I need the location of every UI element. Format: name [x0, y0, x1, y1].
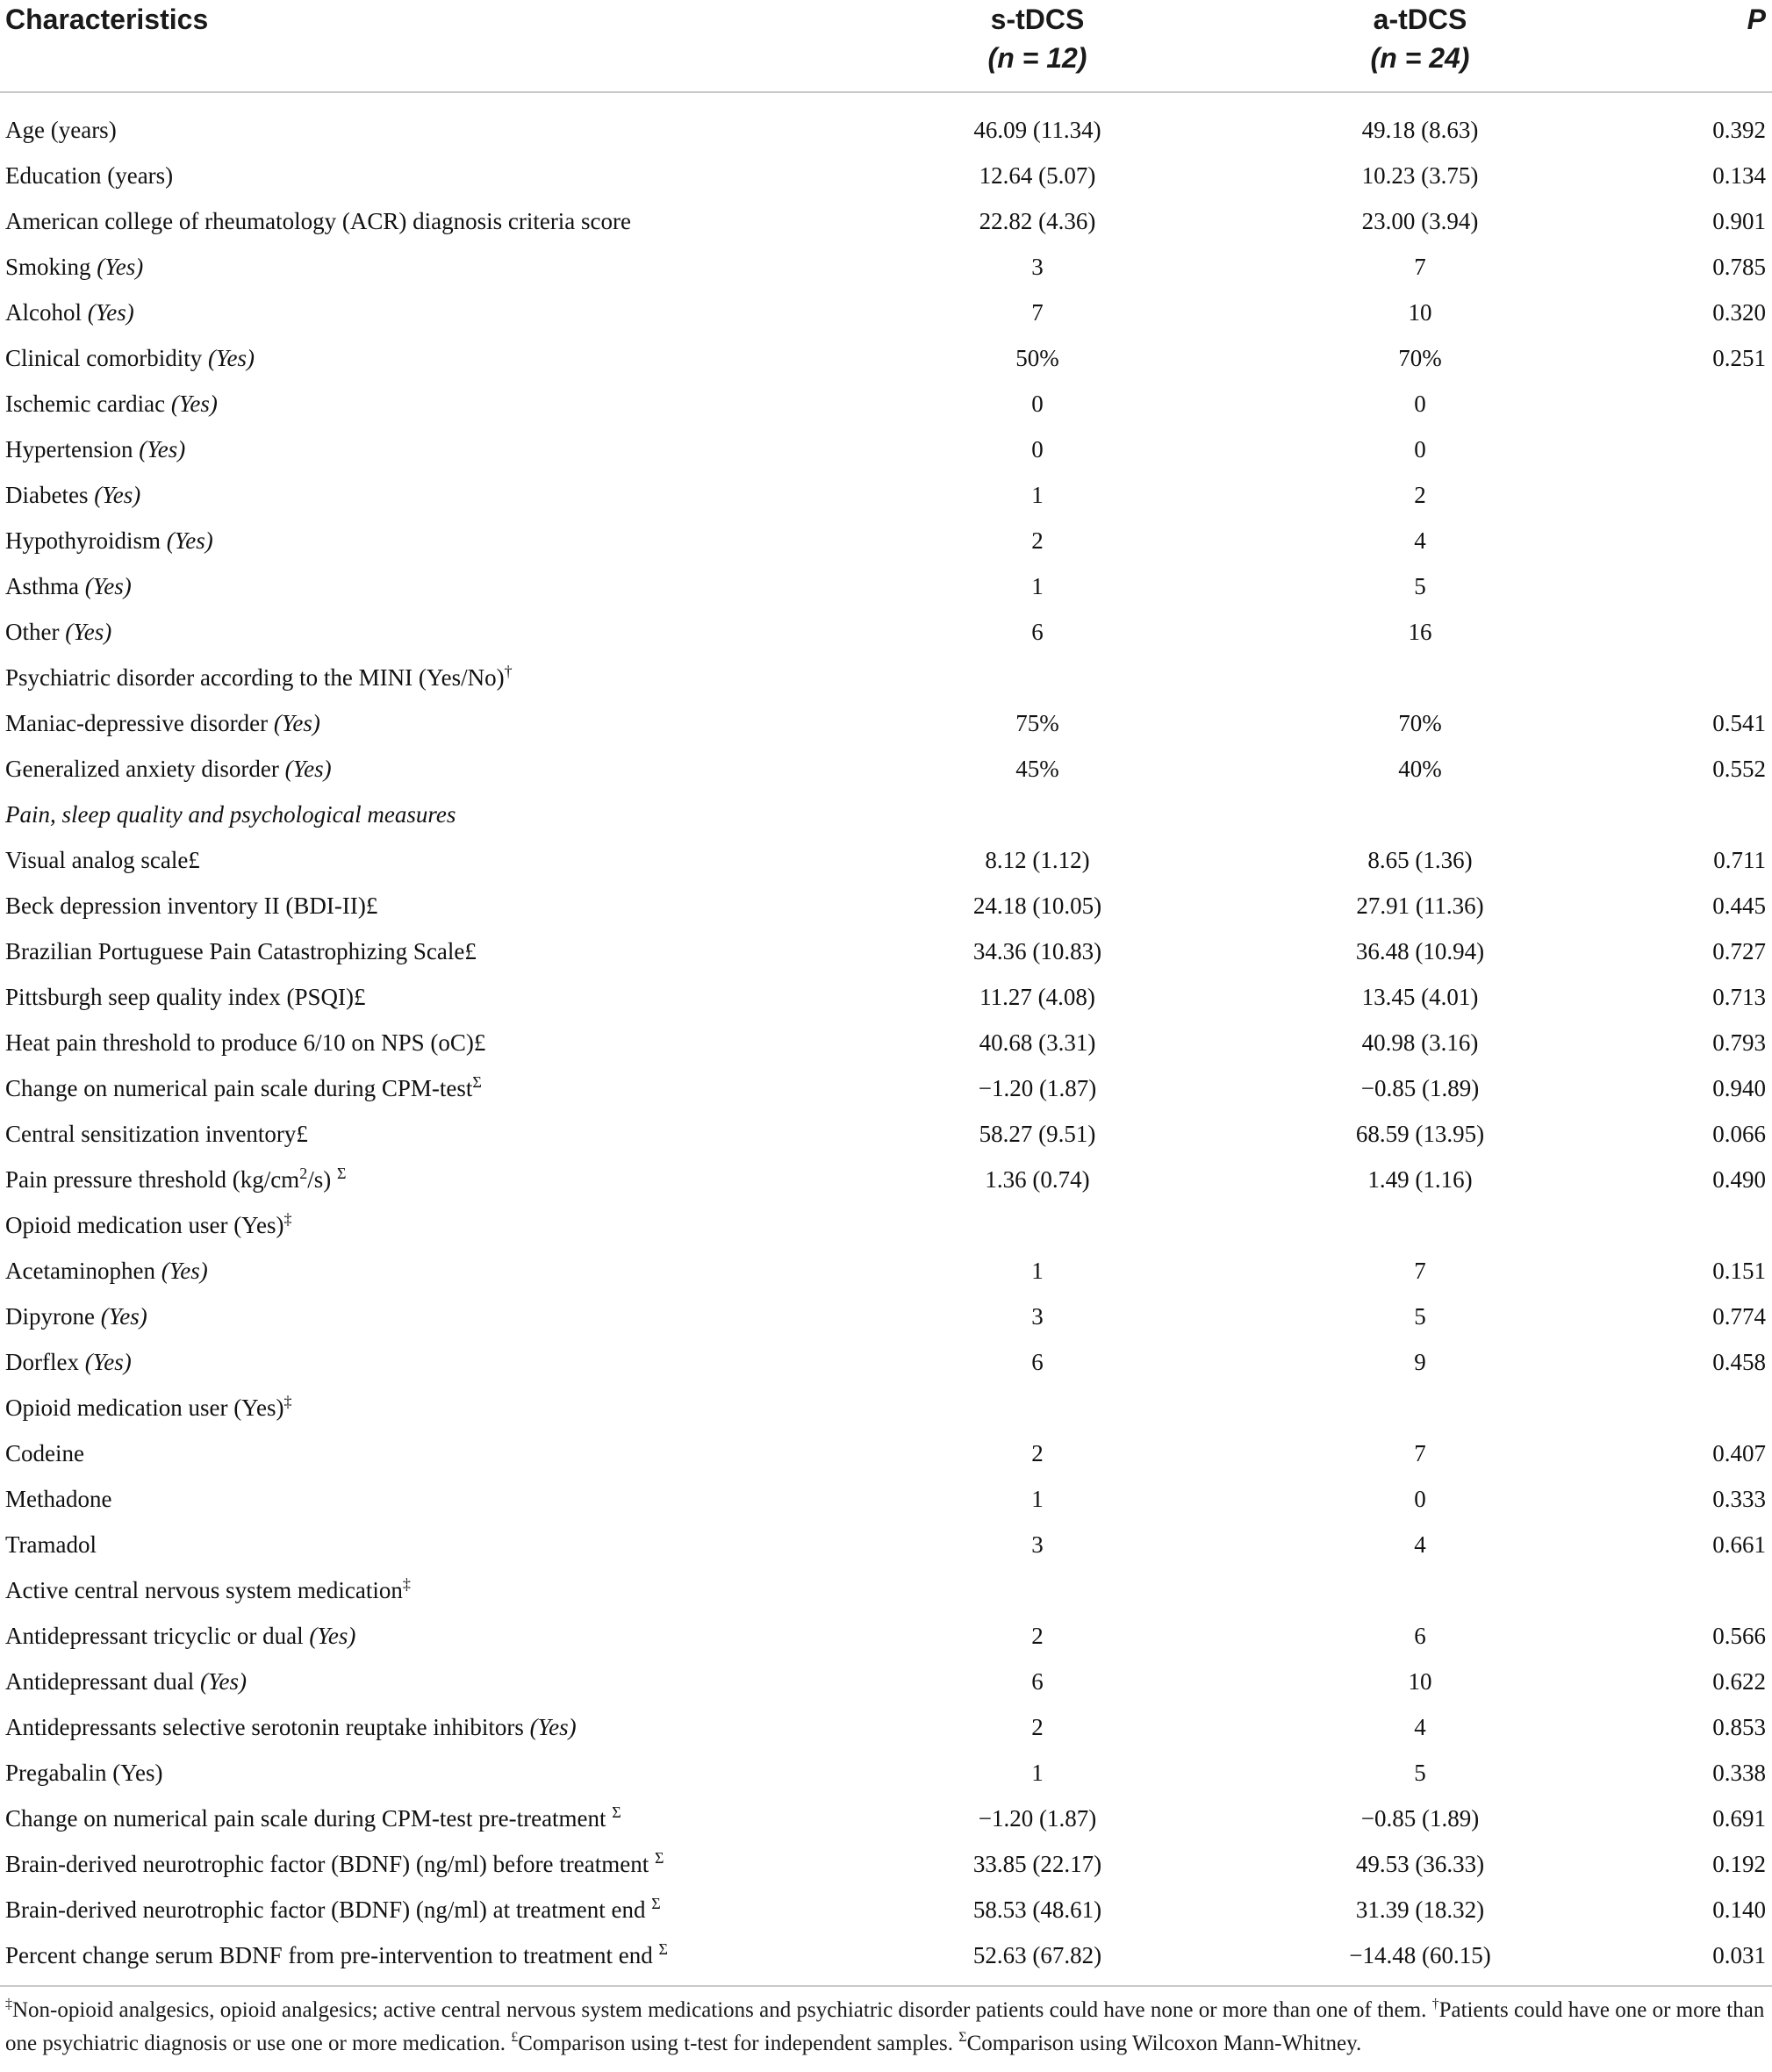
row-label-text: Change on numerical pain scale during CPM-test — [5, 1075, 473, 1101]
table-row — [0, 1846, 1772, 1892]
row-label — [5, 112, 117, 147]
row-label — [5, 1299, 147, 1334]
cell-p-value: 0.713 — [1712, 984, 1766, 1010]
cell-s-tdcs: 6 — [1031, 1668, 1044, 1695]
row-label-text: Pain pressure threshold (kg/cm — [5, 1166, 300, 1193]
footer-divider — [0, 1985, 1772, 1987]
cell-s-tdcs: 7 — [1031, 299, 1044, 326]
table-row — [0, 1938, 1772, 1983]
row-label-yes-qualifier: (Yes) — [284, 756, 332, 782]
row-label-footnote-mark: ‡ — [402, 1575, 411, 1593]
row-label — [5, 1755, 162, 1790]
row-label — [5, 888, 377, 923]
cell-s-tdcs: 34.36 (10.83) — [972, 938, 1102, 964]
cell-a-tdcs: 7 — [1414, 1258, 1426, 1284]
table-row — [0, 660, 1772, 706]
row-label-text: Brain-derived neurotrophic factor (BDNF) (ng/ml) at treatment end — [5, 1896, 652, 1923]
row-label-text: Dipyrone — [5, 1303, 95, 1330]
cell-a-tdcs: 2 — [1414, 482, 1426, 508]
footnote-text-3: Comparison using t-test for independent samples. — [518, 2032, 959, 2055]
row-label — [5, 979, 365, 1014]
cell-a-tdcs: 49.53 (36.33) — [1355, 1851, 1485, 1877]
row-label-footnote-mark: Σ — [472, 1073, 482, 1091]
row-label-text: Brain-derived neurotrophic factor (BDNF) (ng/ml) before treatment — [5, 1851, 655, 1877]
table-row — [0, 1299, 1772, 1344]
cell-s-tdcs: 6 — [1031, 1349, 1044, 1375]
cell-p-value: 0.566 — [1712, 1623, 1766, 1649]
row-label-text: Smoking — [5, 254, 91, 280]
row-label-text: Percent change serum BDNF from pre-intervention to treatment end — [5, 1942, 659, 1968]
cell-s-tdcs: 40.68 (3.31) — [979, 1029, 1096, 1056]
footnote-text-2: Patients could have one or more than one psychiatric diagnosis or use one or more medication. — [5, 1998, 1765, 2055]
row-label-text: Central sensitization inventory£ — [5, 1121, 308, 1147]
cell-a-tdcs: 68.59 (13.95) — [1355, 1121, 1485, 1147]
cell-p-value: 0.392 — [1712, 117, 1766, 143]
cell-p-value: 0.727 — [1712, 938, 1766, 964]
row-label-text: Brazilian Portuguese Pain Catastrophizing Scale£ — [5, 938, 477, 964]
cell-a-tdcs: 16 — [1408, 619, 1432, 645]
row-label — [5, 1710, 577, 1745]
table-row — [0, 706, 1772, 751]
row-label — [5, 1436, 84, 1471]
row-label-yes-qualifier: (Yes) — [529, 1714, 577, 1740]
cell-p-value: 0.251 — [1712, 345, 1766, 371]
cell-s-tdcs: 58.53 (48.61) — [972, 1896, 1102, 1923]
row-label-text: American college of rheumatology (ACR) diagnosis criteria score — [5, 208, 632, 234]
row-label — [5, 706, 320, 741]
cell-a-tdcs: −0.85 (1.89) — [1360, 1805, 1480, 1832]
cell-s-tdcs: 52.63 (67.82) — [972, 1942, 1102, 1968]
cell-p-value: 0.552 — [1712, 756, 1766, 782]
cell-a-tdcs: 31.39 (18.32) — [1355, 1896, 1485, 1923]
row-label — [5, 1938, 668, 1973]
table-row — [0, 112, 1772, 158]
cell-p-value: 0.940 — [1712, 1075, 1766, 1101]
row-label-exponent: 2 — [299, 1165, 308, 1182]
table-row — [0, 1755, 1772, 1801]
row-label — [5, 569, 132, 604]
row-label-text: Pittsburgh seep quality index (PSQI)£ — [5, 984, 366, 1010]
row-label — [5, 1025, 485, 1060]
table-row — [0, 204, 1772, 249]
row-label — [5, 1071, 482, 1106]
cell-p-value: 0.031 — [1712, 1942, 1766, 1968]
table-footnote — [5, 1994, 1766, 2061]
cell-s-tdcs: 0 — [1031, 391, 1044, 417]
row-label-yes-qualifier: (Yes) — [273, 710, 320, 736]
row-label-text: Change on numerical pain scale during CPM-test pre-treatment — [5, 1805, 613, 1832]
table-row — [0, 1025, 1772, 1071]
table-row — [0, 432, 1772, 477]
row-label-yes-qualifier: (Yes) — [139, 436, 186, 462]
row-label — [5, 341, 255, 376]
cell-a-tdcs: −0.85 (1.89) — [1360, 1075, 1480, 1101]
row-label — [5, 432, 185, 467]
cell-a-tdcs: 23.00 (3.94) — [1361, 208, 1479, 234]
header-characteristics: Characteristics — [5, 4, 209, 35]
cell-a-tdcs: 4 — [1414, 527, 1426, 554]
cell-s-tdcs: 22.82 (4.36) — [979, 208, 1096, 234]
row-label-text: Opioid medication user (Yes) — [5, 1394, 284, 1421]
row-label-yes-qualifier: (Yes) — [170, 391, 218, 417]
cell-s-tdcs: 2 — [1031, 1623, 1044, 1649]
row-label-yes-qualifier: (Yes) — [97, 254, 144, 280]
row-label — [5, 295, 134, 330]
cell-a-tdcs: 4 — [1414, 1714, 1426, 1740]
cell-s-tdcs: 45% — [1015, 756, 1059, 782]
cell-a-tdcs: 4 — [1414, 1531, 1426, 1558]
row-label-text: Diabetes — [5, 482, 89, 508]
row-label-text: Other — [5, 619, 60, 645]
cell-a-tdcs: 49.18 (8.63) — [1361, 117, 1479, 143]
cell-a-tdcs: 9 — [1414, 1349, 1426, 1375]
table-row — [0, 614, 1772, 660]
cell-p-value: 0.134 — [1712, 162, 1766, 189]
row-label-text: Opioid medication user (Yes) — [5, 1212, 284, 1238]
row-label-yes-qualifier: (Yes) — [161, 1258, 208, 1284]
row-label-text: Hypothyroidism — [5, 527, 161, 554]
cell-a-tdcs: 40.98 (3.16) — [1361, 1029, 1479, 1056]
row-label-yes-qualifier: (Yes) — [166, 527, 213, 554]
cell-s-tdcs: 2 — [1031, 527, 1044, 554]
table-row — [0, 934, 1772, 979]
table-row — [0, 1116, 1772, 1162]
table-row — [0, 1573, 1772, 1618]
footnote-mark-sigma: Σ — [958, 2030, 967, 2045]
row-label-footnote-mark: Σ — [654, 1849, 664, 1867]
table-row — [0, 1527, 1772, 1573]
row-label-footnote-mark: ‡ — [283, 1393, 292, 1410]
row-label — [5, 158, 173, 193]
cell-a-tdcs: −14.48 (60.15) — [1349, 1942, 1491, 1968]
cell-s-tdcs: 1 — [1031, 1258, 1044, 1284]
cell-s-tdcs: 2 — [1031, 1440, 1044, 1466]
row-label-text: Ischemic cardiac — [5, 391, 166, 417]
cell-a-tdcs: 70% — [1398, 345, 1442, 371]
cell-a-tdcs: 5 — [1414, 573, 1426, 599]
cell-p-value: 0.333 — [1712, 1486, 1766, 1512]
row-label-text: Generalized anxiety disorder — [5, 756, 279, 782]
cell-s-tdcs: 75% — [1015, 710, 1059, 736]
row-label — [5, 1664, 247, 1699]
cell-p-value: 0.793 — [1712, 1029, 1766, 1056]
cell-s-tdcs: 1 — [1031, 573, 1044, 599]
cell-s-tdcs: 0 — [1031, 436, 1044, 462]
table-row — [0, 341, 1772, 386]
cell-s-tdcs: 24.18 (10.05) — [972, 893, 1102, 919]
cell-a-tdcs: 1.49 (1.16) — [1367, 1166, 1473, 1193]
row-label — [5, 1390, 291, 1425]
row-label — [5, 386, 218, 421]
cell-a-tdcs: 10 — [1408, 299, 1432, 326]
cell-s-tdcs: −1.20 (1.87) — [978, 1805, 1097, 1832]
table-row — [0, 295, 1772, 341]
cell-a-tdcs: 6 — [1414, 1623, 1426, 1649]
cell-s-tdcs: 1.36 (0.74) — [985, 1166, 1090, 1193]
row-label-yes-qualifier: (Yes) — [100, 1303, 147, 1330]
row-label-text: Heat pain threshold to produce 6/10 on NPS (oC)£ — [5, 1029, 486, 1056]
footnote-text-4: Comparison using Wilcoxon Mann-Whitney. — [966, 2032, 1362, 2055]
row-label — [5, 934, 477, 969]
cell-a-tdcs: 5 — [1414, 1760, 1426, 1786]
cell-s-tdcs: 6 — [1031, 619, 1044, 645]
cell-s-tdcs: 8.12 (1.12) — [985, 847, 1090, 873]
cell-p-value: 0.066 — [1712, 1121, 1766, 1147]
table-row — [0, 1253, 1772, 1299]
cell-p-value: 0.140 — [1712, 1896, 1766, 1923]
footnote-mark-double-dagger: ‡ — [5, 1997, 12, 2011]
row-label — [5, 1527, 97, 1562]
cell-p-value: 0.901 — [1712, 208, 1766, 234]
row-label — [5, 1208, 291, 1243]
row-label-text: Tramadol — [5, 1531, 97, 1558]
row-label-text: Maniac-depressive disorder — [5, 710, 269, 736]
cell-a-tdcs: 27.91 (11.36) — [1356, 893, 1484, 919]
table-row — [0, 477, 1772, 523]
row-label-yes-qualifier: (Yes) — [207, 345, 255, 371]
cell-p-value: 0.785 — [1712, 254, 1766, 280]
row-label — [5, 1253, 208, 1288]
cell-s-tdcs: 50% — [1015, 345, 1059, 371]
cell-p-value: 0.774 — [1712, 1303, 1766, 1330]
table-row — [0, 751, 1772, 797]
row-label — [5, 614, 111, 649]
header-a-tdcs-name: a-tDCS — [1373, 4, 1467, 35]
row-label-text: Education (years) — [5, 162, 174, 189]
row-label-yes-qualifier: (Yes) — [309, 1623, 356, 1649]
row-label-text: Psychiatric disorder according to the MINI (Yes/No) — [5, 664, 505, 691]
footnote-mark-dagger: † — [1431, 1997, 1439, 2011]
cell-a-tdcs: 10.23 (3.75) — [1361, 162, 1479, 189]
row-label-text: Codeine — [5, 1440, 84, 1466]
cell-a-tdcs: 5 — [1414, 1303, 1426, 1330]
row-label-unit-suffix: /s) — [307, 1166, 337, 1193]
row-label-text: Antidepressants selective serotonin reuptake inhibitors — [5, 1714, 524, 1740]
row-label-text: Methadone — [5, 1486, 112, 1512]
row-label-text: Antidepressant tricyclic or dual — [5, 1623, 304, 1649]
table-row — [0, 1390, 1772, 1436]
cell-a-tdcs: 13.45 (4.01) — [1361, 984, 1479, 1010]
table-row — [0, 1436, 1772, 1481]
row-label-yes-qualifier: (Yes) — [87, 299, 134, 326]
cell-p-value: 0.490 — [1712, 1166, 1766, 1193]
row-label-yes-qualifier: (Yes) — [199, 1668, 247, 1695]
row-label — [5, 1344, 132, 1380]
header-divider — [0, 91, 1772, 93]
cell-s-tdcs: −1.20 (1.87) — [978, 1075, 1097, 1101]
row-label-text: Asthma — [5, 573, 79, 599]
row-label-text: Age (years) — [5, 117, 117, 143]
row-label — [5, 249, 143, 284]
cell-p-value: 0.661 — [1712, 1531, 1766, 1558]
row-label — [5, 1892, 661, 1927]
table-row — [0, 1071, 1772, 1116]
cell-a-tdcs: 0 — [1414, 436, 1426, 462]
cell-p-value: 0.338 — [1712, 1760, 1766, 1786]
row-label — [5, 1116, 308, 1151]
cell-p-value: 0.320 — [1712, 299, 1766, 326]
row-label — [5, 1618, 355, 1653]
footnote-mark-pound: £ — [511, 2030, 519, 2045]
row-label-text: Pregabalin (Yes) — [5, 1760, 163, 1786]
row-label-footnote-mark: † — [504, 663, 513, 680]
cell-p-value: 0.853 — [1712, 1714, 1766, 1740]
row-label-text: Beck depression inventory II (BDI-II)£ — [5, 893, 378, 919]
row-label — [5, 751, 332, 786]
cell-s-tdcs: 3 — [1031, 254, 1044, 280]
header-p-value: P — [1747, 4, 1766, 35]
cell-a-tdcs: 0 — [1414, 1486, 1426, 1512]
cell-p-value: 0.407 — [1712, 1440, 1766, 1466]
row-label-footnote-mark: Σ — [651, 1895, 661, 1912]
cell-s-tdcs: 1 — [1031, 482, 1044, 508]
cell-s-tdcs: 12.64 (5.07) — [979, 162, 1096, 189]
row-label-text: Alcohol — [5, 299, 82, 326]
row-label — [5, 204, 631, 239]
row-label-footnote-mark: ‡ — [283, 1210, 292, 1228]
cell-p-value: 0.458 — [1712, 1349, 1766, 1375]
table-row — [0, 1481, 1772, 1527]
table-header — [0, 0, 1772, 91]
cell-p-value: 0.445 — [1712, 893, 1766, 919]
cell-a-tdcs: 7 — [1414, 1440, 1426, 1466]
row-label-text: Dorflex — [5, 1349, 79, 1375]
row-label — [5, 1801, 621, 1836]
table-row — [0, 523, 1772, 569]
cell-p-value: 0.541 — [1712, 710, 1766, 736]
row-label-yes-qualifier: (Yes) — [84, 573, 132, 599]
row-label-text: Antidepressant dual — [5, 1668, 195, 1695]
table-row — [0, 158, 1772, 204]
row-label — [5, 1573, 411, 1608]
table-row — [0, 842, 1772, 888]
table-row — [0, 249, 1772, 295]
cell-s-tdcs: 58.27 (9.51) — [979, 1121, 1096, 1147]
cell-a-tdcs: 70% — [1398, 710, 1442, 736]
table-row — [0, 1162, 1772, 1208]
cell-p-value: 0.192 — [1712, 1851, 1766, 1877]
row-label-footnote-mark: Σ — [658, 1940, 669, 1958]
row-label-text: Acetaminophen — [5, 1258, 155, 1284]
row-label-text: Clinical comorbidity — [5, 345, 203, 371]
cell-s-tdcs: 46.09 (11.34) — [973, 117, 1101, 143]
cell-a-tdcs: 7 — [1414, 254, 1426, 280]
cell-s-tdcs: 1 — [1031, 1486, 1044, 1512]
row-label — [5, 523, 213, 558]
table-row — [0, 1710, 1772, 1755]
table-section-row — [0, 797, 1772, 842]
table-row — [0, 979, 1772, 1025]
header-s-tdcs-name: s-tDCS — [990, 4, 1085, 35]
header-a-tdcs-n: (n = 24) — [1370, 42, 1470, 74]
table-row — [0, 1801, 1772, 1846]
header-s-tdcs-n: (n = 12) — [987, 42, 1087, 74]
cell-p-value: 0.622 — [1712, 1668, 1766, 1695]
cell-p-value: 0.691 — [1712, 1805, 1766, 1832]
row-label-text: Pain, sleep quality and psychological measures — [5, 801, 456, 828]
row-label — [5, 797, 456, 832]
row-label-yes-qualifier: (Yes) — [94, 482, 141, 508]
cell-a-tdcs: 36.48 (10.94) — [1355, 938, 1485, 964]
row-label — [5, 1162, 346, 1197]
row-label-text: Hypertension — [5, 436, 133, 462]
row-label-text: Active central nervous system medication — [5, 1577, 403, 1603]
table-row — [0, 888, 1772, 934]
cell-p-value: 0.151 — [1712, 1258, 1766, 1284]
cell-s-tdcs: 3 — [1031, 1303, 1044, 1330]
cell-a-tdcs: 8.65 (1.36) — [1367, 847, 1473, 873]
cell-s-tdcs: 33.85 (22.17) — [972, 1851, 1102, 1877]
row-label-footnote-mark: Σ — [612, 1803, 621, 1821]
table-row — [0, 1664, 1772, 1710]
footnote-text-1: Non-opioid analgesics, opioid analgesics; active central nervous system medications and psychiatric disorder patients could have none or more than one of them. — [12, 1998, 1432, 2022]
row-label — [5, 1846, 664, 1882]
row-label-yes-qualifier: (Yes) — [65, 619, 112, 645]
cell-s-tdcs: 1 — [1031, 1760, 1044, 1786]
cell-p-value: 0.711 — [1713, 847, 1766, 873]
table-row — [0, 1892, 1772, 1938]
cell-a-tdcs: 40% — [1398, 756, 1442, 782]
cell-s-tdcs: 3 — [1031, 1531, 1044, 1558]
cell-a-tdcs: 10 — [1408, 1668, 1432, 1695]
table-row — [0, 1618, 1772, 1664]
header-s-tdcs — [950, 0, 1125, 77]
cell-s-tdcs: 11.27 (4.08) — [979, 984, 1095, 1010]
table-row — [0, 1208, 1772, 1253]
row-label — [5, 1481, 111, 1516]
row-label-text: Visual analog scale£ — [5, 847, 200, 873]
cell-a-tdcs: 0 — [1414, 391, 1426, 417]
row-label — [5, 842, 200, 878]
row-label — [5, 477, 140, 513]
table-row — [0, 1344, 1772, 1390]
cell-s-tdcs: 2 — [1031, 1714, 1044, 1740]
table-row — [0, 569, 1772, 614]
row-label — [5, 660, 513, 695]
row-label-yes-qualifier: (Yes) — [84, 1349, 132, 1375]
header-a-tdcs — [1332, 0, 1508, 77]
table-row — [0, 386, 1772, 432]
row-label-footnote-mark: Σ — [336, 1165, 347, 1182]
table-body — [0, 112, 1772, 1983]
